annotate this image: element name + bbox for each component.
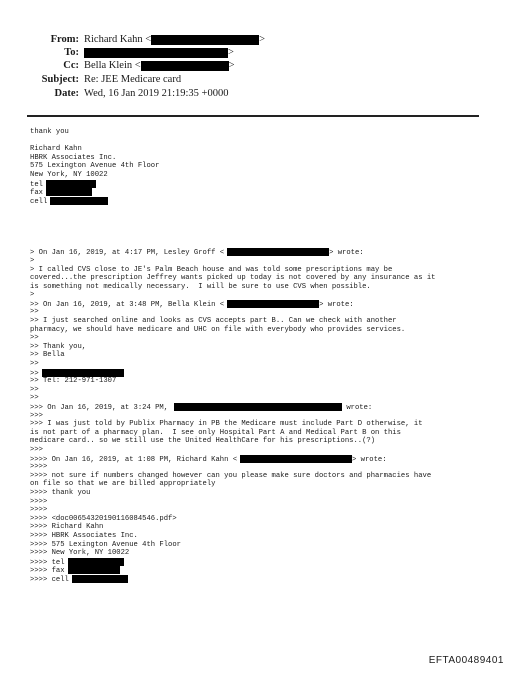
body-line bbox=[30, 532, 500, 541]
body-line-text: >> bbox=[30, 385, 39, 394]
body-line-text: >>>> bbox=[30, 463, 48, 472]
subject-value: Re: JEE Medicare card bbox=[84, 74, 182, 85]
to-tail: > bbox=[228, 47, 234, 58]
body-line-text: on file so that we are billed appropriately bbox=[30, 480, 216, 489]
to-value bbox=[84, 46, 234, 60]
redaction-block bbox=[141, 61, 229, 71]
body-line bbox=[30, 575, 500, 584]
body-line bbox=[30, 214, 500, 223]
redaction-block bbox=[84, 48, 228, 58]
to-row bbox=[0, 46, 512, 60]
cc-label: Cc: bbox=[63, 60, 79, 71]
body-line bbox=[30, 403, 500, 412]
body-line-text: is something not medically necessary. I will be sure to use CVS when possible. bbox=[30, 282, 371, 291]
body-line bbox=[30, 412, 500, 421]
from-tail: > bbox=[259, 34, 266, 45]
body-line-text: > On Jan 16, 2019, at 4:17 PM, Lesley Groff < bbox=[30, 249, 225, 258]
body-line bbox=[30, 489, 500, 498]
from-row bbox=[0, 33, 512, 47]
body-line-text: >> I just searched online and looks as CVS accepts part B.. Can we check with another bbox=[30, 317, 397, 326]
body-line bbox=[30, 291, 500, 300]
body-line bbox=[30, 266, 500, 275]
body-line-text: >> bbox=[30, 394, 39, 403]
body-line bbox=[30, 223, 500, 232]
body-line bbox=[30, 334, 500, 343]
redaction-block bbox=[46, 188, 92, 196]
redaction-block bbox=[227, 300, 319, 308]
cc-row bbox=[0, 59, 512, 73]
body-line-text: >>>> cell bbox=[30, 575, 69, 584]
body-line bbox=[30, 463, 500, 472]
body-line bbox=[30, 283, 500, 292]
body-line-text: >>> I was just told by Publix Pharmacy in PB the Medicare must include Part D otherwise, it bbox=[30, 420, 423, 429]
body-line bbox=[30, 162, 500, 171]
body-line bbox=[30, 420, 500, 429]
body-line bbox=[30, 274, 500, 283]
body-line-text: covered...the prescription Jeffrey wants picked up today is not covered by any insurance as it bbox=[30, 274, 436, 283]
body-line bbox=[30, 506, 500, 515]
email-body bbox=[30, 128, 500, 583]
body-line-text: >> Bella bbox=[30, 351, 65, 360]
body-line bbox=[30, 317, 500, 326]
date-value: Wed, 16 Jan 2019 21:19:35 +0000 bbox=[84, 88, 229, 99]
body-line-text: 575 Lexington Avenue 4th Floor bbox=[30, 162, 160, 171]
body-line bbox=[30, 171, 500, 180]
redaction-block bbox=[68, 558, 124, 566]
body-line-text: >>>> On Jan 16, 2019, at 1:08 PM, Richard Kahn < bbox=[30, 455, 238, 464]
body-line bbox=[30, 326, 500, 335]
body-line bbox=[30, 257, 500, 266]
body-line-text: >> bbox=[30, 334, 39, 343]
redaction-block bbox=[174, 403, 342, 411]
body-line-text: Richard Kahn bbox=[30, 145, 82, 154]
body-line bbox=[30, 197, 500, 206]
subject-label: Subject: bbox=[41, 74, 79, 85]
body-line-text: >>>> 575 Lexington Avenue 4th Floor bbox=[30, 540, 181, 549]
body-line-text: cell bbox=[30, 197, 48, 206]
body-line bbox=[30, 498, 500, 507]
redaction-block bbox=[72, 575, 128, 583]
body-line-text: > I called CVS close to JE's Palm Beach house and was told some prescriptions may be bbox=[30, 265, 393, 274]
body-line bbox=[30, 128, 500, 137]
body-line-text: >>>> tel bbox=[30, 558, 65, 567]
body-line-text: >>>> Richard Kahn bbox=[30, 523, 104, 532]
body-line-text: HBRK Associates Inc. bbox=[30, 153, 117, 162]
from-value bbox=[84, 33, 265, 47]
body-line-text: >> bbox=[30, 369, 39, 378]
redaction-block bbox=[46, 180, 96, 188]
body-line bbox=[30, 308, 500, 317]
body-line-text: >>>> fax bbox=[30, 567, 65, 576]
body-line-text: >>> On Jan 16, 2019, at 3:24 PM, bbox=[30, 403, 169, 412]
wrote-suffix: > wrote: bbox=[329, 249, 364, 258]
body-line-text: >> Tel: 212-971-1307 bbox=[30, 377, 117, 386]
body-line bbox=[30, 472, 500, 481]
body-line bbox=[30, 240, 500, 249]
body-line bbox=[30, 377, 500, 386]
from-name: Richard Kahn < bbox=[84, 34, 152, 45]
body-line-text: New York, NY 10022 bbox=[30, 170, 108, 179]
body-line-text: >>>> HBRK Associates Inc. bbox=[30, 531, 138, 540]
wrote-suffix: > wrote: bbox=[319, 300, 354, 309]
body-line bbox=[30, 248, 500, 257]
body-line bbox=[30, 437, 500, 446]
body-line-text: >> Thank you, bbox=[30, 342, 87, 351]
body-line-text: >>>> <doc00654320190116084546.pdf> bbox=[30, 514, 177, 523]
body-line bbox=[30, 386, 500, 395]
body-line bbox=[30, 523, 500, 532]
body-line-text: >>>> bbox=[30, 506, 48, 515]
redaction-block bbox=[227, 248, 329, 256]
cc-name: Bella Klein < bbox=[84, 60, 141, 71]
body-line bbox=[30, 455, 500, 464]
body-line-text: >>>> not sure if numbers changed however can you please make sure doctors and pharmacies have bbox=[30, 471, 432, 480]
body-line-text: thank you bbox=[30, 128, 69, 136]
body-line-text: >>>> bbox=[30, 497, 48, 506]
body-line bbox=[30, 480, 500, 489]
body-line bbox=[30, 360, 500, 369]
body-line-text: >> bbox=[30, 308, 39, 317]
wrote-suffix: > wrote: bbox=[352, 455, 387, 464]
wrote-suffix: wrote: bbox=[342, 403, 373, 412]
body-line bbox=[30, 541, 500, 550]
body-line bbox=[30, 549, 500, 558]
cc-value bbox=[84, 59, 235, 73]
body-line bbox=[30, 394, 500, 403]
body-line bbox=[30, 231, 500, 240]
redaction-block bbox=[68, 566, 120, 574]
to-label: To: bbox=[64, 47, 79, 58]
body-line-text: > bbox=[30, 291, 35, 300]
body-line-text: >> On Jan 16, 2019, at 3:48 PM, Bella Klein < bbox=[30, 300, 225, 309]
body-line bbox=[30, 429, 500, 438]
subject-row bbox=[0, 73, 512, 87]
body-line bbox=[30, 300, 500, 309]
body-line bbox=[30, 180, 500, 189]
body-line-text: fax bbox=[30, 189, 43, 198]
date-row bbox=[0, 87, 512, 101]
body-line-text: >>>> thank you bbox=[30, 488, 91, 497]
body-line-text: pharmacy, we should have medicare and UHC on file with everybody who provides services. bbox=[30, 325, 406, 334]
body-line-text: >> bbox=[30, 360, 39, 369]
body-line bbox=[30, 566, 500, 575]
body-line bbox=[30, 446, 500, 455]
body-line-text: >>>> New York, NY 10022 bbox=[30, 549, 130, 558]
header-divider bbox=[27, 115, 479, 117]
body-line-text: >>> bbox=[30, 445, 43, 454]
cc-tail: > bbox=[228, 60, 235, 71]
body-line-text: >>> bbox=[30, 411, 43, 420]
redaction-block bbox=[151, 35, 259, 45]
body-line-text: > bbox=[30, 256, 35, 265]
body-line-text: is not part of a pharmacy plan. I see only Hospital Part A and Medical Part B on this bbox=[30, 428, 401, 437]
body-line-text: tel bbox=[30, 180, 43, 189]
body-line bbox=[30, 154, 500, 163]
redaction-block bbox=[50, 197, 108, 205]
body-line-text: medicare card.. so we still use the United HealthCare for his prescriptions..(?) bbox=[30, 437, 376, 446]
redaction-block bbox=[42, 369, 124, 377]
from-label: From: bbox=[50, 34, 79, 45]
body-line bbox=[30, 351, 500, 360]
redaction-block bbox=[240, 455, 352, 463]
body-line bbox=[30, 343, 500, 352]
body-line bbox=[30, 515, 500, 524]
date-label: Date: bbox=[54, 88, 79, 99]
body-line bbox=[30, 137, 500, 146]
document-id: EFTA00489401 bbox=[428, 655, 504, 666]
body-line bbox=[30, 558, 500, 567]
body-line bbox=[30, 369, 500, 378]
body-line bbox=[30, 145, 500, 154]
body-line bbox=[30, 188, 500, 197]
body-line bbox=[30, 205, 500, 214]
